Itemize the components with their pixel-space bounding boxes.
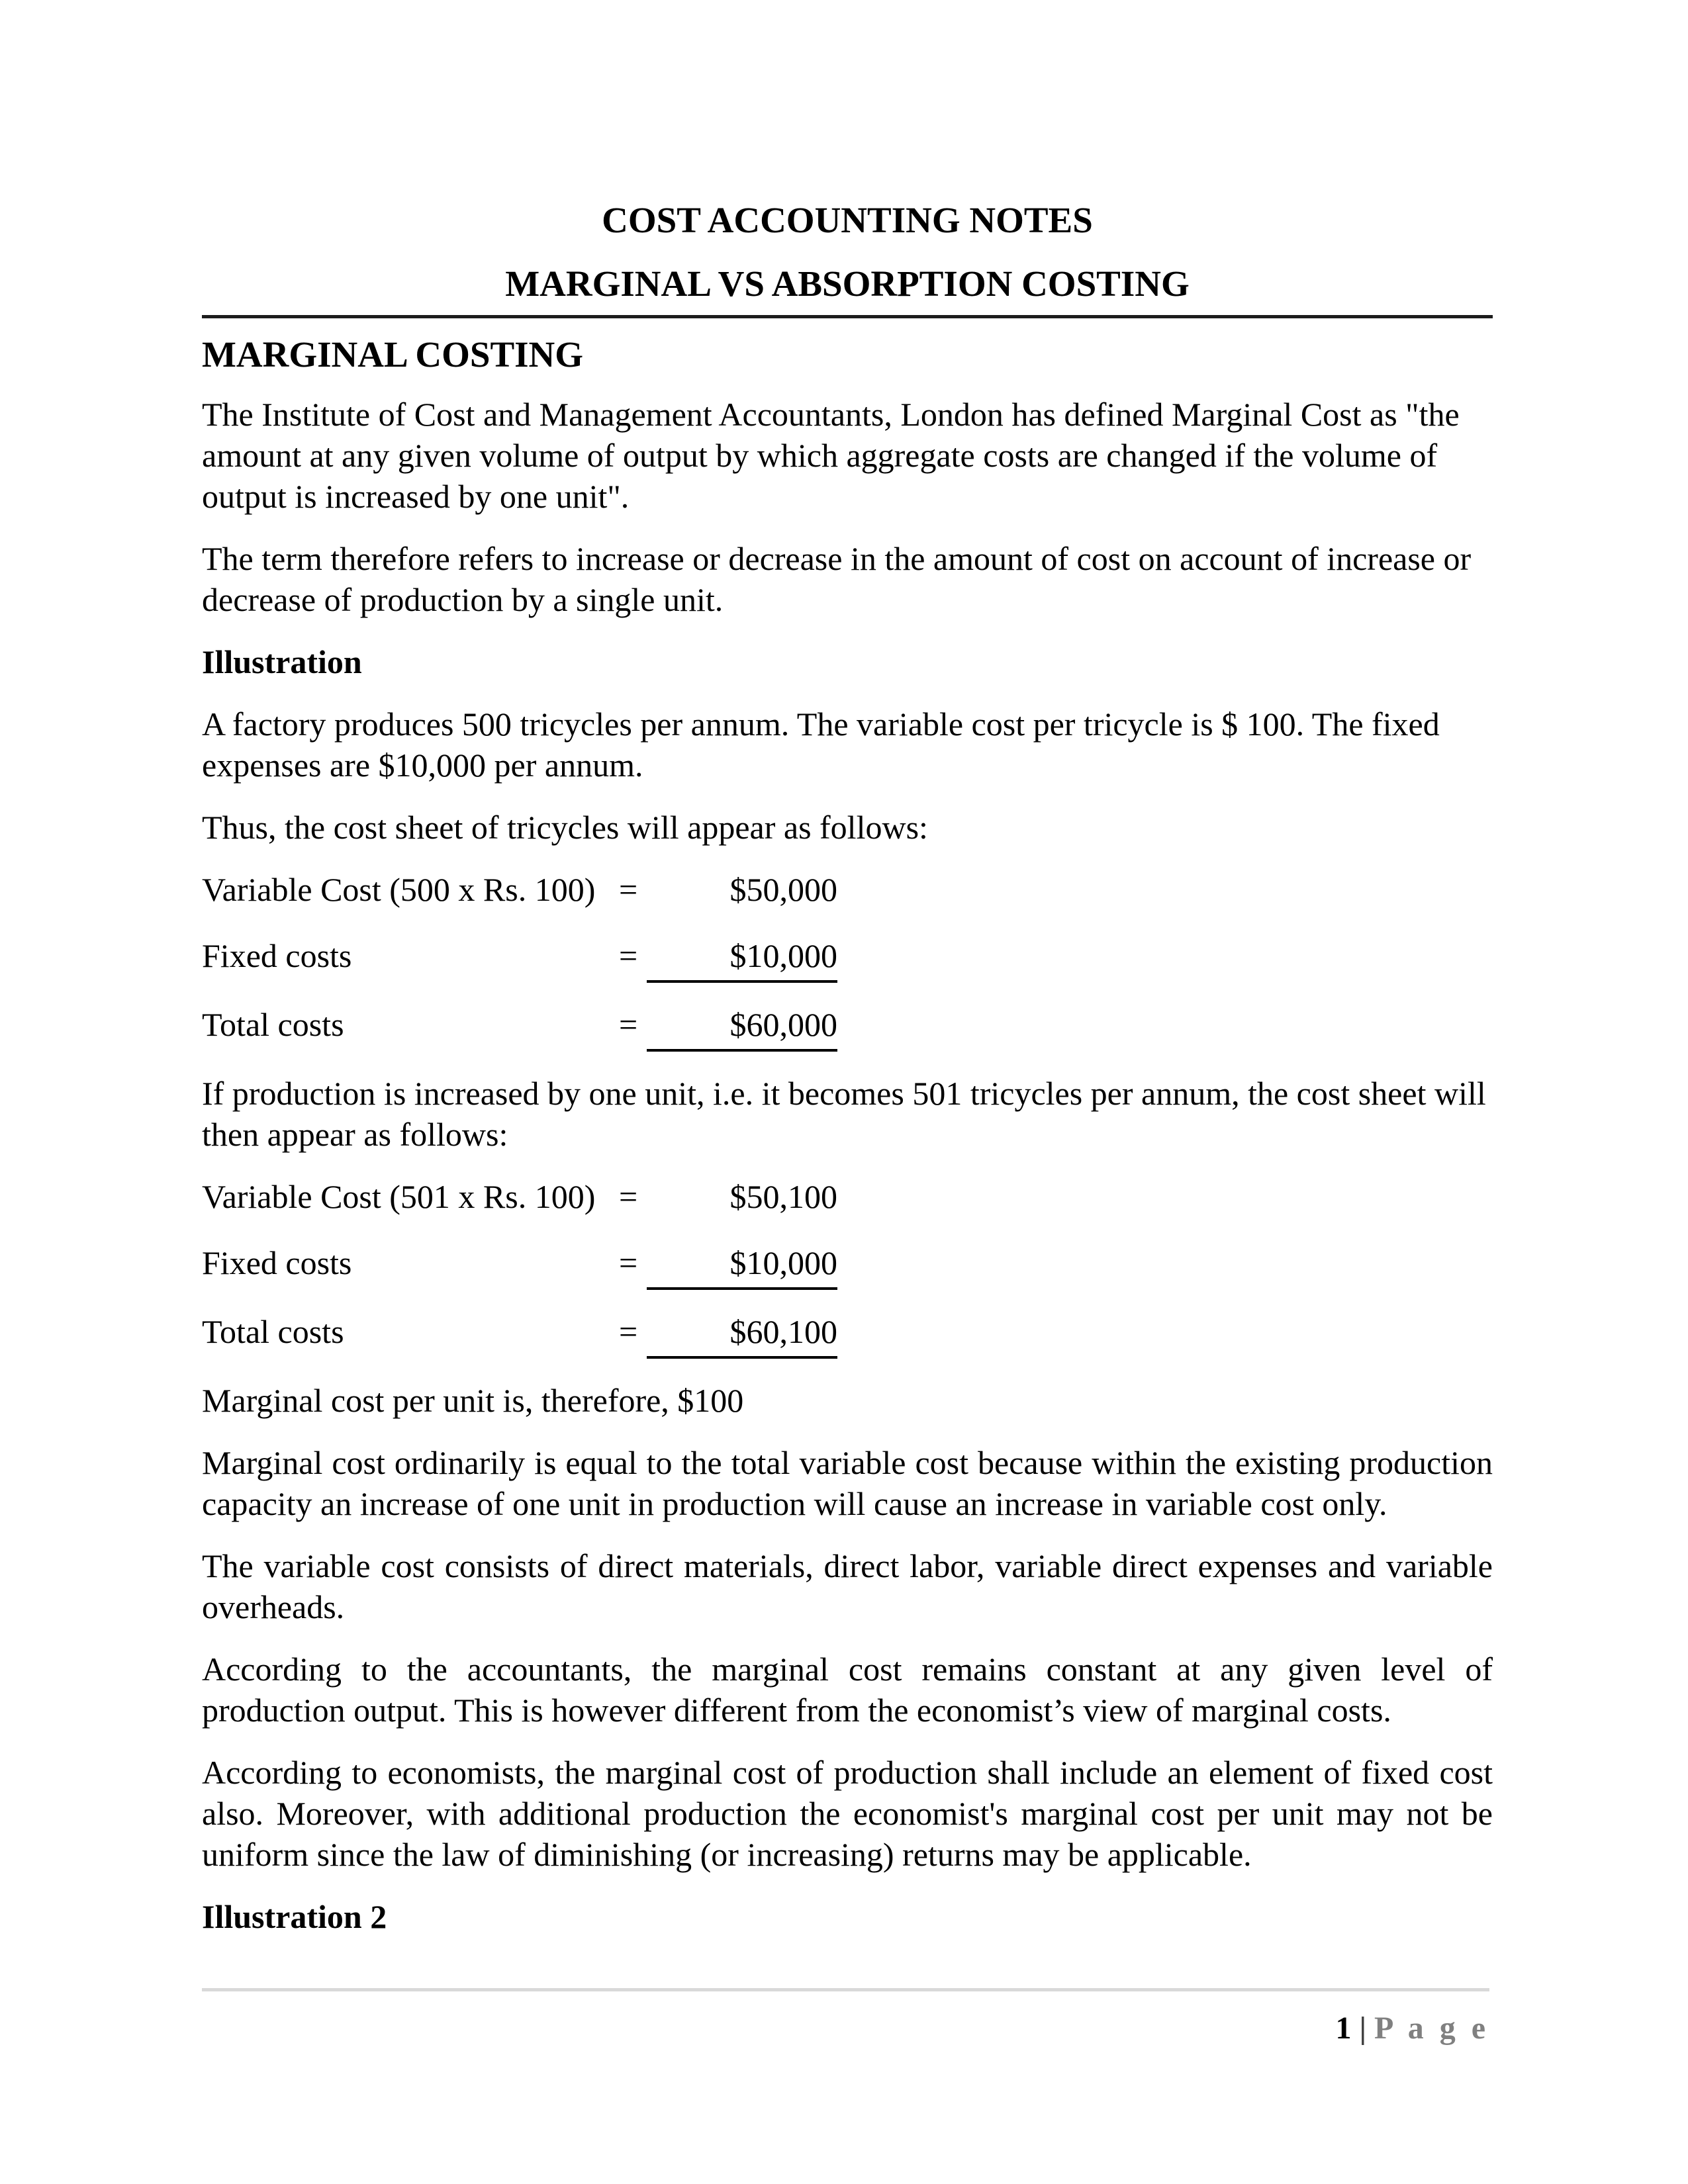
paragraph-ordinarily: Marginal cost ordinarily is equal to the total variable cost because within the existing production capacity an increase of one unit in production will cause an increase in variable cost only. bbox=[202, 1444, 1493, 1522]
cost-amount: $60,100 bbox=[647, 1311, 837, 1359]
paragraph-term: The term therefore refers to increase or decrease in the amount of cost on account of increase or decrease of production by a single unit. bbox=[202, 540, 1472, 618]
cost-amount: $10,000 bbox=[647, 935, 837, 983]
footer-page-label: P a g e bbox=[1374, 2011, 1489, 2046]
cost-row-total-costs bbox=[202, 1311, 1493, 1359]
cost-amount: $50,100 bbox=[729, 1178, 837, 1215]
cost-label: Variable Cost (501 x Rs. 100) bbox=[202, 1178, 596, 1215]
paragraph-if-production: If production is increased by one unit, i.e. it becomes 501 tricycles per annum, the cost sheet will then appear as follows: bbox=[202, 1075, 1486, 1153]
document-subtitle: MARGINAL VS ABSORPTION COSTING bbox=[505, 263, 1190, 304]
paragraph-definition: The Institute of Cost and Management Accountants, London has defined Marginal Cost as "the amount at any given volume of output by which aggregate costs are changed if the volume of output is increased by one unit". bbox=[202, 396, 1460, 515]
cost-sheet-2 bbox=[202, 1176, 1493, 1359]
cost-label: Fixed costs bbox=[202, 1244, 352, 1281]
equals-sign: = bbox=[619, 1006, 638, 1043]
paragraph-marginal-unit: Marginal cost per unit is, therefore, $100 bbox=[202, 1382, 744, 1419]
cost-label: Total costs bbox=[202, 1006, 344, 1043]
cost-row-total-costs bbox=[202, 1004, 1493, 1052]
footer-separator: | bbox=[1359, 2011, 1367, 2046]
section-heading-marginal-costing: MARGINAL COSTING bbox=[202, 334, 584, 375]
cost-sheet-1 bbox=[202, 869, 1493, 1052]
cost-amount: $10,000 bbox=[647, 1242, 837, 1290]
page-number: 1 bbox=[1335, 2011, 1352, 2046]
paragraph-accountants: According to the accountants, the marginal cost remains constant at any given level of production output. This is however different from the economist’s view of marginal costs. bbox=[202, 1651, 1493, 1729]
cost-label: Variable Cost (500 x Rs. 100) bbox=[202, 871, 596, 908]
cost-amount: $60,000 bbox=[647, 1004, 837, 1052]
page-footer bbox=[202, 1988, 1489, 2046]
paragraph-thus: Thus, the cost sheet of tricycles will appear as follows: bbox=[202, 809, 928, 846]
equals-sign: = bbox=[619, 937, 638, 974]
cost-label: Fixed costs bbox=[202, 937, 352, 974]
equals-sign: = bbox=[619, 1313, 638, 1350]
equals-sign: = bbox=[619, 1178, 638, 1215]
paragraph-variable-consists: The variable cost consists of direct materials, direct labor, variable direct expenses and variable overheads. bbox=[202, 1547, 1493, 1625]
equals-sign: = bbox=[619, 1244, 638, 1281]
illustration-heading: Illustration bbox=[202, 643, 362, 680]
cost-label: Total costs bbox=[202, 1313, 344, 1350]
cost-row-variable-cost-501 bbox=[202, 1176, 1493, 1221]
equals-sign: = bbox=[619, 871, 638, 908]
document-subtitle-rule bbox=[202, 262, 1493, 318]
paragraph-factory: A factory produces 500 tricycles per annum. The variable cost per tricycle is $ 100. The fixed expenses are $10,000 per annum. bbox=[202, 705, 1440, 784]
cost-row-fixed-costs bbox=[202, 1242, 1493, 1290]
document-title: COST ACCOUNTING NOTES bbox=[602, 200, 1093, 240]
paragraph-economists: According to economists, the marginal cost of production shall include an element of fixed cost also. Moreover, with additional production the economist's marginal cost per unit may not be uniform since the law of diminishing (or increasing) returns may be applicable. bbox=[202, 1754, 1493, 1873]
illustration-2-heading: Illustration 2 bbox=[202, 1898, 387, 1935]
document-content bbox=[202, 199, 1493, 1958]
cost-amount: $50,000 bbox=[729, 871, 837, 908]
cost-row-fixed-costs bbox=[202, 935, 1493, 983]
cost-row-variable-cost-500 bbox=[202, 869, 1493, 914]
